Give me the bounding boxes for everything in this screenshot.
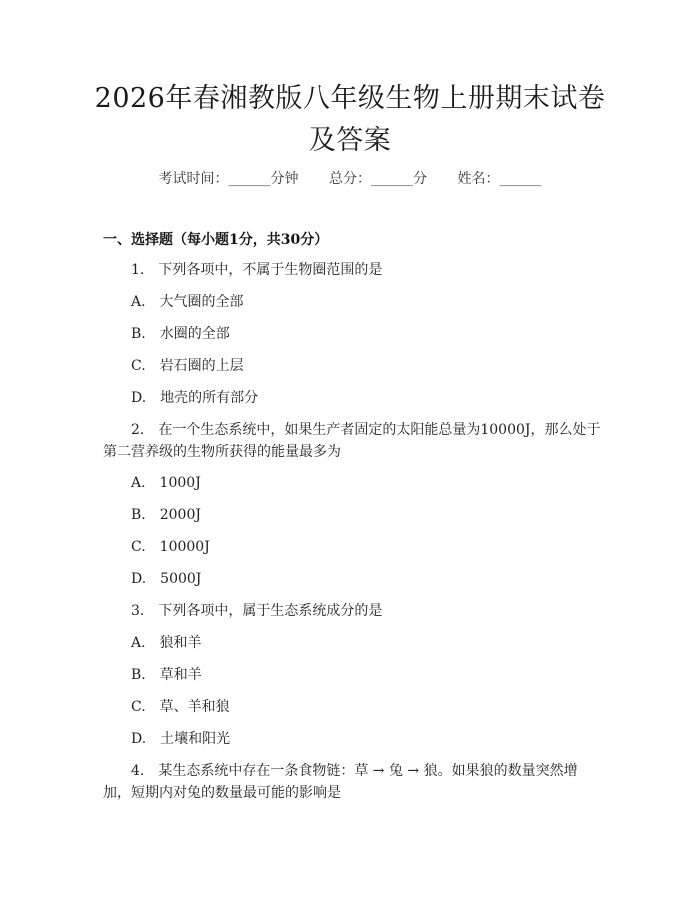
exam-time: 考试时间：______分钟	[158, 171, 299, 187]
q2-option-b: B. 2000J	[131, 507, 201, 523]
exam-info	[0, 168, 700, 188]
student-name: 姓名：______	[457, 171, 542, 187]
q1-option-a: A. 大气圈的全部	[131, 294, 244, 310]
question-2: 2. 在一个生态系统中，如果生产者固定的太阳能总量为10000J，那么处于第二营养级的生物所获得的能量最多为	[103, 422, 601, 460]
section-heading: 一、选择题（每小题1分，共30分）	[103, 232, 329, 248]
q2-option-a: A. 1000J	[131, 475, 201, 491]
question-4: 4. 某生态系统中存在一条食物链：草 → 兔 → 狼。如果狼的数量突然增加，短期内对兔的数量最可能的影响是	[103, 763, 578, 801]
page-title: 2026年春湘教版八年级生物上册期末试卷及答案	[94, 83, 606, 156]
q2-option-c: C. 10000J	[131, 539, 210, 555]
q3-option-a: A. 狼和羊	[131, 635, 202, 651]
q1-option-b: B. 水圈的全部	[131, 326, 230, 342]
question-1: 1. 下列各项中，不属于生物圈范围的是	[131, 262, 383, 278]
q2-option-d: D. 5000J	[131, 571, 202, 587]
q3-option-c: C. 草、羊和狼	[131, 699, 230, 715]
exam-total-score: 总分：______分	[329, 171, 427, 187]
q3-option-d: D. 土壤和阳光	[131, 731, 231, 747]
question-3: 3. 下列各项中，属于生态系统成分的是	[131, 603, 383, 619]
q1-option-c: C. 岩石圈的上层	[131, 358, 244, 374]
q1-option-d: D. 地壳的所有部分	[131, 390, 259, 406]
q3-option-b: B. 草和羊	[131, 667, 202, 683]
